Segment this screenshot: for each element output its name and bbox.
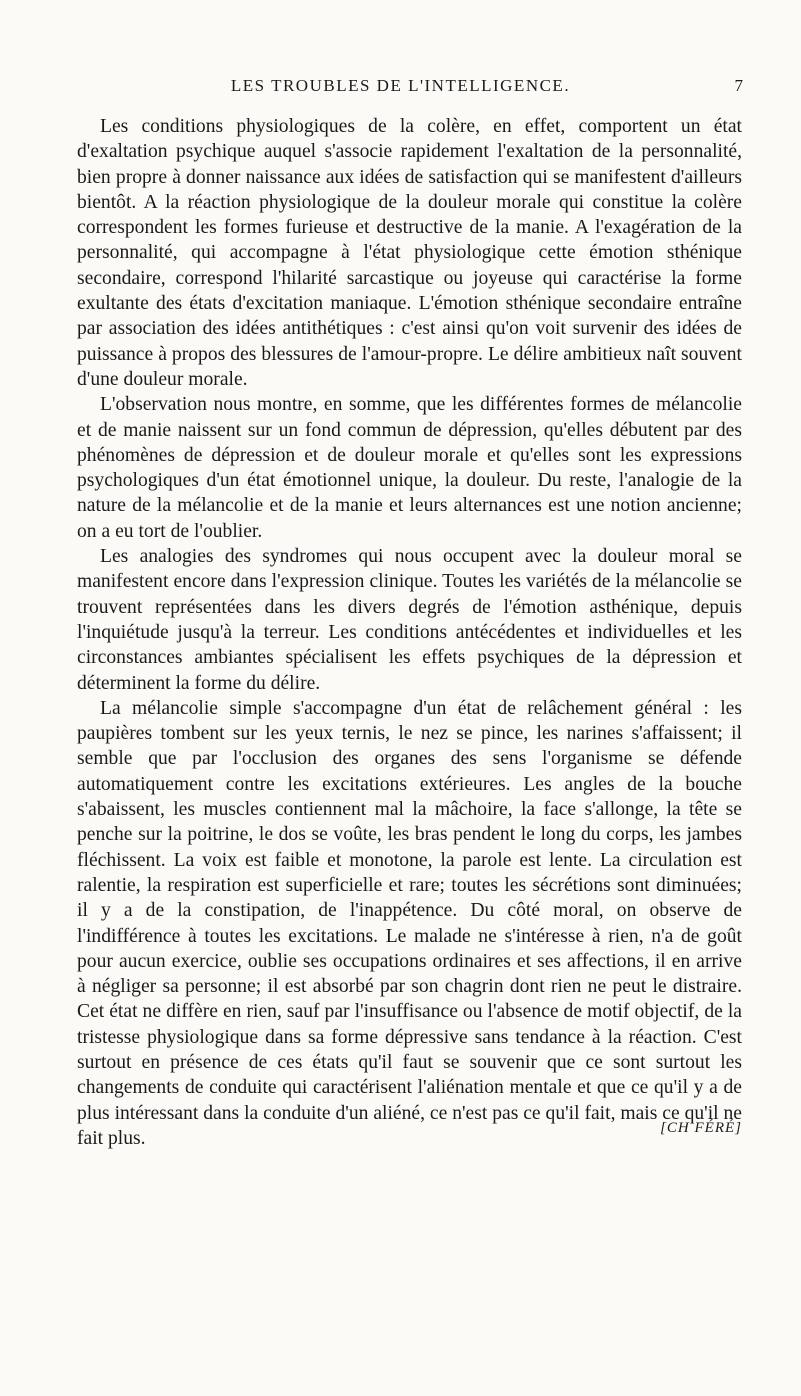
paragraph: L'observation nous montre, en somme, que les différentes formes de mélancolie et de manie naissent sur un fond commun de dépression, qu'elles débutent par des phénomènes de dépression et de douleur morale et qu'elles sont les expressions psychologiques d'un état émotionnel unique, la douleur. Du reste, l'analogie de la nature de la mélancolie et de la manie et leurs alternances est une notion ancienne; on a eu tort de l'oublier. — [77, 394, 742, 542]
running-title: LES TROUBLES DE L'INTELLIGENCE. — [230, 76, 571, 95]
page-number: 7 — [734, 76, 743, 95]
author-signature: [CH FÉRÉ] — [660, 1120, 742, 1136]
paragraph: La mélancolie simple s'accompagne d'un état de relâchement général : les paupières tombent sur les yeux ternis, le nez se pince, les narines s'affaissent; il semble que par l'occlusion des organes des sens l'organisme se défende automatiquement contre les excitations extérieures. Les angles de la bouche s'abaissent, les muscles contiennent mal la mâchoire, la face s'allonge, la tête se penche sur la poitrine, le dos se voûte, les bras pendent le long du corps, les jambes fléchissent. La voix est faible et monotone, la parole est lente. La circulation est ralentie, la respiration est superficielle et rare; toutes les sécrétions sont diminuées; il y a de la constipation, de l'inappétence. Du côté moral, on observe de l'indifférence à toutes les excitations. Le malade ne s'intéresse à rien, n'a de goût pour aucun exercice, oublie ses occupations ordinaires et ses affections, il en arrive à négliger sa personne; il est absorbé par son chagrin dont rien ne peut le distraire. Cet état ne diffère en rien, sauf par l'insuffisance ou l'absence de motif objectif, de la tristesse physiologique dans sa forme dépressive sans tendance à la réaction. C'est surtout en présence de ces états qu'il faut se souvenir que ce sont surtout les changements de conduite qui caractérisent l'aliénation mentale et que ce qu'il y a de plus intéressant dans la conduite d'un aliéné, ce n'est pas ce qu'il fait, mais ce qu'il ne fait plus. — [77, 697, 742, 1149]
body-text — [77, 114, 742, 1151]
paragraph: Les analogies des syndromes qui nous occupent avec la douleur moral se manifestent encore dans l'expression clinique. Toutes les variétés de la mélancolie se trouvent représentées dans les divers degrés de l'émotion asthénique, depuis l'inquiétude jusqu'à la terreur. Les conditions antécédentes et individuelles et les circonstances ambiantes spécialisent les effets psychiques de la dépression et déterminent la forme du délire. — [77, 546, 742, 694]
paragraph: Les conditions physiologiques de la colère, en effet, comportent un état d'exaltation psychique auquel s'associe rapidement l'exaltation de la personnalité, bien propre à donner naissance aux idées de satisfaction qui se manifestent d'ailleurs bientôt. A la réaction physiologique de la douleur morale qui constitue la colère correspondent les formes furieuse et destructive de la manie. A l'exagération de la personnalité, qui accompagne à l'état physiologique cette émotion sthénique secondaire, correspond l'hilarité sarcastique ou joyeuse qui caractérise la forme exultante des états d'excitation maniaque. L'émotion sthénique secondaire entraîne par association des idées antithétiques : c'est ainsi qu'on voit survenir des idées de puissance à propos des blessures de l'amour-propre. Le délire ambitieux naît souvent d'une douleur morale. — [77, 116, 742, 390]
running-head — [0, 74, 801, 98]
